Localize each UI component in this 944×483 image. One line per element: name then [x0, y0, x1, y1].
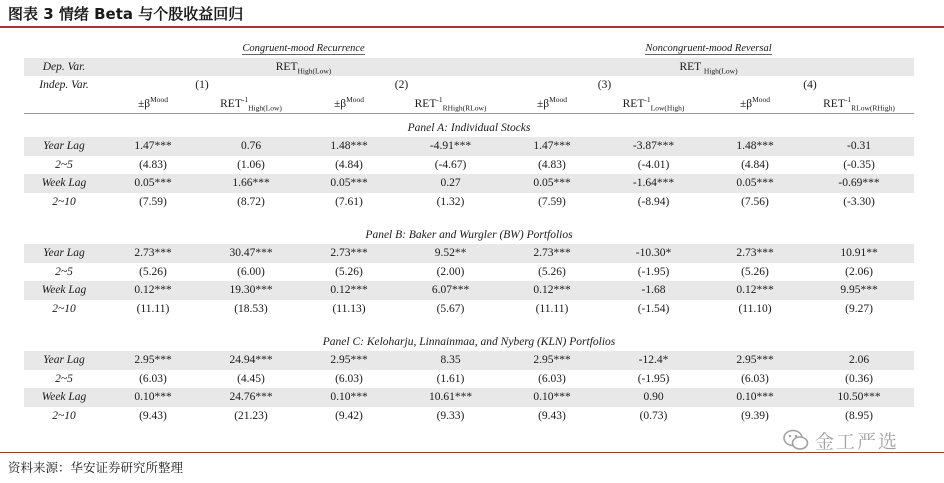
- panel-title: Panel B: Baker and Wurgler (BW) Portfolios: [365, 229, 573, 241]
- table-cell: 0.10***: [300, 388, 398, 407]
- column-header-superscript: Mood: [346, 94, 365, 104]
- table-cell: 0.76: [202, 137, 300, 156]
- table-cell: 2.95***: [706, 351, 804, 370]
- regression-table: [24, 39, 914, 425]
- table-cell: (7.61): [335, 195, 363, 208]
- table-cell: (0.73): [639, 409, 668, 422]
- panel-title: Panel A: Individual Stocks: [407, 122, 531, 134]
- table-cell: (5.26): [538, 265, 566, 278]
- table-cell: (21.23): [234, 409, 268, 422]
- table-row: [24, 244, 914, 263]
- table-cell: 8.35: [398, 351, 503, 370]
- column-header-2: [202, 95, 300, 114]
- table-cell: (7.56): [741, 195, 769, 208]
- table-cell: 30.47***: [202, 244, 300, 263]
- table-cell: (9.33): [436, 409, 465, 422]
- table-cell: (4.83): [538, 158, 566, 171]
- table-cell: (6.03): [741, 372, 769, 385]
- table-cell: -1.64***: [601, 174, 706, 193]
- model-number-1: (1): [195, 79, 209, 92]
- group-right-header: [503, 39, 914, 58]
- model-number-4: (4): [803, 79, 817, 92]
- table-cell: 2.95***: [300, 351, 398, 370]
- table-cell: 0.10***: [706, 388, 804, 407]
- row-label: Year Lag: [24, 244, 104, 263]
- table-cell: 0.12***: [503, 281, 601, 300]
- column-header-8: [804, 95, 914, 114]
- table-cell: 0.05***: [706, 174, 804, 193]
- table-cell: 9.52**: [398, 244, 503, 263]
- table-row: [24, 407, 914, 426]
- dep-var-right-sub: High(Low): [703, 66, 738, 76]
- column-header-symbol: ±β: [137, 97, 151, 110]
- model-number-3: (3): [597, 79, 612, 92]
- table-cell: -1.68: [601, 281, 706, 300]
- table-cell: (5.67): [436, 302, 465, 315]
- table-cell: 0.05***: [503, 174, 601, 193]
- table-cell: 2.06: [804, 351, 914, 370]
- table-cell: (5.26): [335, 265, 363, 278]
- table-cell: (4.84): [741, 158, 769, 171]
- table-cell: 0.12***: [300, 281, 398, 300]
- column-header-3: [300, 95, 398, 114]
- row-label: Week Lag: [24, 388, 104, 407]
- row-label: Year Lag: [24, 137, 104, 156]
- row-label: 2~10: [52, 409, 76, 422]
- table-cell: 0.90: [601, 388, 706, 407]
- table-cell: 2.73***: [503, 244, 601, 263]
- table-cell: (0.36): [845, 372, 873, 385]
- wechat-icon: [783, 429, 809, 451]
- table-cell: (2.00): [436, 265, 465, 278]
- column-header-symbol: ±β: [536, 97, 550, 110]
- table-cell: (6.03): [335, 372, 363, 385]
- table-cell: 2.95***: [104, 351, 202, 370]
- table-cell: (11.13): [332, 302, 366, 315]
- column-header-4: [398, 95, 503, 114]
- regression-table-body: [24, 39, 914, 425]
- table-cell: 1.47***: [503, 137, 601, 156]
- table-cell: 10.61***: [398, 388, 503, 407]
- column-header-superscript: -1: [436, 94, 443, 104]
- row-label: Week Lag: [24, 174, 104, 193]
- table-cell: (-1.95): [637, 265, 670, 278]
- watermark-text: 金工严选: [815, 430, 900, 453]
- column-header-row: [24, 95, 914, 114]
- table-cell: (5.26): [741, 265, 769, 278]
- table-row: [24, 193, 914, 212]
- column-header-1: [104, 95, 202, 114]
- source-note: 资料来源：华安证券研究所整理: [8, 460, 184, 475]
- table-cell: 19.30***: [202, 281, 300, 300]
- dep-var-label: Dep. Var.: [24, 58, 104, 77]
- column-header-superscript: -1: [844, 94, 852, 104]
- table-cell: (-0.35): [843, 158, 875, 171]
- table-cell: (18.53): [234, 302, 268, 315]
- table-cell: (1.32): [436, 195, 465, 208]
- column-header-symbol: ±β: [333, 97, 347, 110]
- table-cell: 0.12***: [706, 281, 804, 300]
- column-header-superscript: Mood: [150, 94, 169, 104]
- table-cell: -4.91***: [398, 137, 503, 156]
- table-cell: (9.27): [845, 302, 873, 315]
- table-cell: 10.50***: [804, 388, 914, 407]
- table-cell: 9.95***: [804, 281, 914, 300]
- table-cell: 24.94***: [202, 351, 300, 370]
- dep-var-left-base: RET: [275, 60, 298, 73]
- row-label: 2~5: [55, 265, 73, 278]
- table-cell: -3.87***: [601, 137, 706, 156]
- table-row: [24, 281, 914, 300]
- dep-var-right: [503, 58, 914, 77]
- table-cell: (-3.30): [843, 195, 875, 208]
- table-cell: (9.43): [139, 409, 167, 422]
- column-header-base: RET: [622, 97, 645, 110]
- table-cell: -0.69***: [804, 174, 914, 193]
- corner-cell: [24, 39, 104, 58]
- panel-title: Panel C: Keloharju, Linnainmaa, and Nyberg (KLN) Portfolios: [322, 336, 616, 348]
- dep-var-left: [104, 58, 503, 77]
- table-cell: (9.39): [741, 409, 769, 422]
- table-row: [24, 174, 914, 193]
- table-cell: (-4.67): [434, 158, 467, 171]
- table-cell: 2.95***: [503, 351, 601, 370]
- column-header-superscript: Mood: [752, 94, 771, 104]
- indep-var-row: [24, 76, 914, 95]
- column-header-symbol: ±β: [739, 97, 753, 110]
- column-header-6: [601, 95, 706, 114]
- table-cell: 1.48***: [300, 137, 398, 156]
- group-left-header: [104, 39, 503, 58]
- dep-var-row: [24, 58, 914, 77]
- row-label: 2~5: [55, 158, 73, 171]
- table-cell: 1.66***: [202, 174, 300, 193]
- table-cell: 2.73***: [300, 244, 398, 263]
- table-cell: (6.00): [237, 265, 265, 278]
- table-cell: -10.30*: [601, 244, 706, 263]
- table-cell: 2.73***: [706, 244, 804, 263]
- table-row: [24, 263, 914, 282]
- table-cell: 2.73***: [104, 244, 202, 263]
- table-cell: (7.59): [139, 195, 167, 208]
- table-cell: (6.03): [538, 372, 566, 385]
- table-cell: -12.4*: [601, 351, 706, 370]
- group-left-label: Congruent-mood Recurrence: [242, 42, 365, 54]
- column-header-5: [503, 95, 601, 114]
- column-header-superscript: Mood: [549, 94, 568, 104]
- table-cell: 0.10***: [104, 388, 202, 407]
- row-label: 2~10: [52, 195, 76, 208]
- column-header-subscript: RLow(RHigh): [851, 103, 895, 113]
- table-cell: (1.61): [436, 372, 465, 385]
- table-cell: (-4.01): [637, 158, 670, 171]
- column-header-subscript: RHigh(RLow): [442, 103, 487, 113]
- table-cell: 1.47***: [104, 137, 202, 156]
- column-header-subscript: High(Low): [248, 103, 282, 113]
- table-cell: (-8.94): [637, 195, 670, 208]
- table-cell: 6.07***: [398, 281, 503, 300]
- table-cell: (4.83): [139, 158, 167, 171]
- table-cell: (1.06): [237, 158, 265, 171]
- table-row: [24, 137, 914, 156]
- table-row: [24, 300, 914, 319]
- group-right-label: Noncongruent-mood Reversal: [645, 42, 772, 54]
- panel-title-row: [24, 114, 914, 138]
- table-cell: (2.06): [845, 265, 873, 278]
- table-cell: (11.10): [738, 302, 772, 315]
- table-cell: 0.05***: [300, 174, 398, 193]
- table-cell: (9.43): [538, 409, 566, 422]
- table-cell: 10.91**: [804, 244, 914, 263]
- column-header-base: RET: [823, 97, 845, 110]
- table-cell: (4.45): [237, 372, 265, 385]
- table-cell: (8.95): [845, 409, 873, 422]
- panel-title-row: [24, 318, 914, 351]
- table-cell: 1.48***: [706, 137, 804, 156]
- panel-title-row: [24, 211, 914, 244]
- table-row: [24, 388, 914, 407]
- table-cell: (-1.54): [637, 302, 670, 315]
- column-header-corner: [24, 95, 104, 114]
- column-header-base: RET: [414, 97, 437, 110]
- table-cell: (4.84): [335, 158, 363, 171]
- table-cell: (7.59): [538, 195, 566, 208]
- dep-var-right-base: RET: [679, 60, 704, 73]
- model-number-2: (2): [394, 79, 409, 92]
- indep-var-label: Indep. Var.: [39, 79, 89, 92]
- table-cell: (5.26): [139, 265, 167, 278]
- row-label: 2~5: [55, 372, 73, 385]
- table-cell: 0.12***: [104, 281, 202, 300]
- table-cell: 0.10***: [503, 388, 601, 407]
- table-cell: (11.11): [535, 302, 569, 315]
- table-cell: -0.31: [804, 137, 914, 156]
- table-cell: 24.76***: [202, 388, 300, 407]
- table-cell: (-1.95): [637, 372, 670, 385]
- row-label: Year Lag: [24, 351, 104, 370]
- table-cell: (8.72): [237, 195, 265, 208]
- column-header-7: [706, 95, 804, 114]
- table-cell: (9.42): [335, 409, 363, 422]
- figure-title: 图表 3 情绪 Beta 与个股收益回归: [8, 5, 244, 23]
- table-row: [24, 156, 914, 175]
- table-row: [24, 370, 914, 389]
- table-cell: (11.11): [136, 302, 170, 315]
- watermark: [783, 425, 923, 455]
- title-bar: [0, 0, 944, 28]
- table-cell: 0.27: [398, 174, 503, 193]
- column-header-superscript: -1: [241, 94, 249, 104]
- row-label: Week Lag: [24, 281, 104, 300]
- column-header-subscript: Low(High): [650, 103, 685, 113]
- column-header-superscript: -1: [644, 94, 651, 104]
- column-header-base: RET: [220, 97, 242, 110]
- dep-var-left-sub: High(Low): [297, 66, 332, 76]
- row-label: 2~10: [52, 302, 76, 315]
- table-cell: (6.03): [139, 372, 167, 385]
- table-row: [24, 351, 914, 370]
- table-cell: 0.05***: [104, 174, 202, 193]
